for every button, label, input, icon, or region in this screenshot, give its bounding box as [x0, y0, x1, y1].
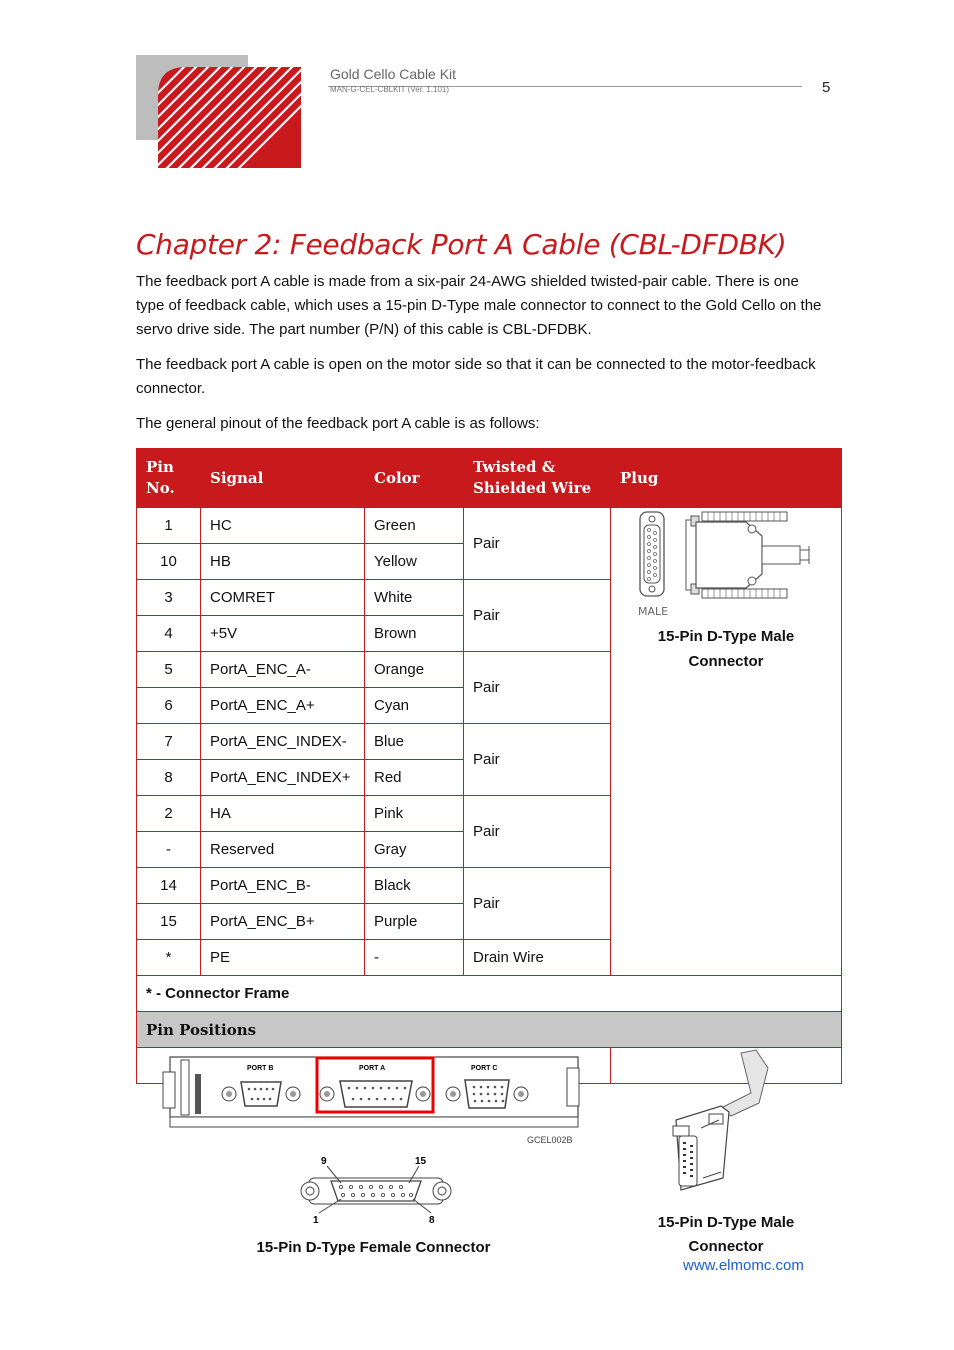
elmo-logo: [136, 55, 320, 168]
male-label: MALE: [637, 605, 668, 618]
color-cell: White: [365, 580, 464, 616]
pair-cell: Pair: [464, 652, 611, 724]
port-b-label: PORT B: [247, 1065, 274, 1072]
color-cell: Green: [365, 508, 464, 544]
female-connector-cell: [137, 1048, 611, 1256]
header-pin-no: Pin No.: [137, 449, 201, 508]
pin-cell: 14: [137, 868, 201, 904]
signal-cell: PortA_ENC_A+: [201, 688, 365, 724]
color-cell: Black: [365, 868, 464, 904]
motor-side-paragraph: The feedback port A cable is open on the motor side so that it can be connected to the motor-feedback connector.: [136, 356, 816, 397]
header-doc-id: MAN-G-CEL-CBLKIT (Ver. 1.101): [330, 85, 449, 94]
color-cell: Orange: [365, 652, 464, 688]
male-connector-caption-line2: Connector: [688, 1238, 764, 1255]
drain-wire-cell: Drain Wire: [464, 940, 611, 976]
pin-1-label: 1: [313, 1215, 319, 1226]
signal-cell: PE: [201, 940, 365, 976]
pin-cell: 4: [137, 616, 201, 652]
chapter-title: Chapter 2: Feedback Port A Cable (CBL-DFDBK): [136, 228, 787, 261]
signal-cell: PortA_ENC_A-: [201, 652, 365, 688]
signal-cell: HB: [201, 544, 365, 580]
color-cell: Gray: [365, 832, 464, 868]
header-plug: Plug: [611, 449, 842, 508]
pair-cell: Pair: [464, 580, 611, 652]
connector-frame-footnote: * - Connector Frame: [137, 976, 842, 1012]
header-title: Gold Cello Cable Kit: [330, 66, 457, 82]
d-type-male-connector-image: [634, 508, 819, 620]
pin-9-label: 9: [321, 1156, 327, 1167]
footnote-row: [137, 976, 842, 1012]
color-cell: Blue: [365, 724, 464, 760]
pair-cell: Pair: [464, 796, 611, 868]
color-cell: Pink: [365, 796, 464, 832]
male-cable-connector-image: [611, 1048, 840, 1198]
plug-caption-line1: 15-Pin D-Type Male: [657, 628, 795, 645]
pin-cell: 10: [137, 544, 201, 580]
pair-cell: Pair: [464, 724, 611, 796]
header-color: Color: [365, 449, 464, 508]
signal-cell: PortA_ENC_B-: [201, 868, 365, 904]
male-connector-caption-line1: 15-Pin D-Type Male: [657, 1214, 795, 1231]
signal-cell: Reserved: [201, 832, 365, 868]
female-connector-caption: 15-Pin D-Type Female Connector: [256, 1239, 491, 1256]
pin-cell: 6: [137, 688, 201, 724]
header-signal: Signal: [201, 449, 365, 508]
color-cell: Red: [365, 760, 464, 796]
signal-cell: HA: [201, 796, 365, 832]
pair-cell: Pair: [464, 508, 611, 580]
color-cell: -: [365, 940, 464, 976]
pin-cell: *: [137, 940, 201, 976]
pin-positions-row: [137, 1012, 842, 1048]
plug-caption-line2: Connector: [688, 653, 764, 670]
pin-cell: 7: [137, 724, 201, 760]
figure-id-label: GCEL002B: [527, 1135, 573, 1145]
pinout-intro-paragraph: The general pinout of the feedback port A cable is as follows:: [136, 415, 540, 432]
pin-positions-title: Pin Positions: [137, 1012, 842, 1048]
pinout-table: [136, 448, 842, 1256]
pin-cell: -: [137, 832, 201, 868]
pin-8-label: 8: [429, 1215, 435, 1226]
drive-panel-image: [137, 1048, 611, 1233]
color-cell: Brown: [365, 616, 464, 652]
signal-cell: PortA_ENC_INDEX-: [201, 724, 365, 760]
pin-cell: 2: [137, 796, 201, 832]
pin-positions-images-row: [137, 1048, 842, 1084]
intro-paragraph: The feedback port A cable is made from a six-pair 24-AWG shielded twisted-pair cable. There is one type of feedback cable, which uses a 15-pin D-Type male connector to connect to the Gold Cello on the servo drive side. The part number (P/N) of this cable is CBL-DFDBK.: [136, 273, 822, 338]
pin-cell: 1: [137, 508, 201, 544]
header-twisted: Twisted & Shielded Wire: [464, 449, 611, 508]
male-connector-cell: [611, 1048, 842, 1255]
footer-url-link[interactable]: www.elmomc.com: [683, 1257, 804, 1274]
pin-cell: 5: [137, 652, 201, 688]
pin-cell: 15: [137, 904, 201, 940]
pin-15-label: 15: [415, 1156, 427, 1167]
signal-cell: PortA_ENC_B+: [201, 904, 365, 940]
signal-cell: +5V: [201, 616, 365, 652]
signal-cell: COMRET: [201, 580, 365, 616]
plug-cell: [611, 508, 842, 976]
pin-cell: 8: [137, 760, 201, 796]
signal-cell: HC: [201, 508, 365, 544]
pair-cell: Pair: [464, 868, 611, 940]
pin-cell: 3: [137, 580, 201, 616]
port-a-label: PORT A: [359, 1065, 386, 1072]
color-cell: Yellow: [365, 544, 464, 580]
signal-cell: PortA_ENC_INDEX+: [201, 760, 365, 796]
port-c-label: PORT C: [471, 1065, 498, 1072]
page-number: 5: [822, 79, 831, 96]
table-header-row: [137, 449, 842, 508]
color-cell: Cyan: [365, 688, 464, 724]
table-row: [137, 508, 842, 544]
color-cell: Purple: [365, 904, 464, 940]
